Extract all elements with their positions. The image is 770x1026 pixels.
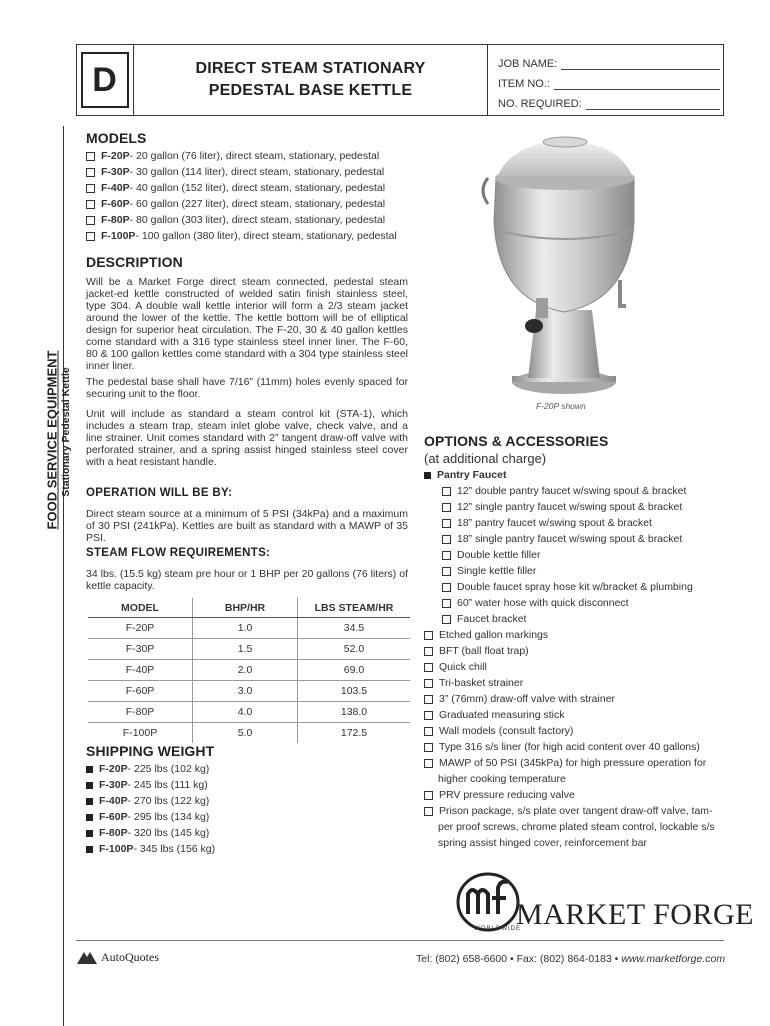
cell-model: F-30P bbox=[88, 639, 193, 660]
autoquotes-label: AutoQuotes bbox=[101, 950, 159, 964]
bullet-square-icon bbox=[86, 830, 93, 837]
checkbox-icon bbox=[424, 695, 433, 704]
table-row bbox=[88, 681, 410, 702]
checkbox-icon bbox=[424, 759, 433, 768]
description-heading: DESCRIPTION bbox=[86, 254, 183, 270]
no-required-blank bbox=[586, 97, 720, 110]
footer-divider bbox=[76, 940, 724, 941]
cell-bhp: 3.0 bbox=[193, 681, 298, 702]
job-name-label: JOB NAME: bbox=[498, 58, 558, 70]
list-item: 60” water hose with quick disconnect bbox=[424, 595, 724, 611]
table-row bbox=[88, 723, 410, 744]
sidebar-subcategory: Stationary Pedestal Kettle bbox=[60, 367, 72, 497]
list-item: Faucet bracket bbox=[424, 611, 724, 627]
list-item: 12” single pantry faucet w/swing spout & bracket bbox=[424, 499, 724, 515]
list-item: F-60P - 295 lbs (134 kg) bbox=[86, 809, 326, 825]
autoquotes-logo-icon bbox=[76, 951, 98, 965]
list-item: PRV pressure reducing valve bbox=[424, 787, 724, 803]
cell-bhp: 1.5 bbox=[193, 639, 298, 660]
checkbox-icon bbox=[424, 727, 433, 736]
bullet-square-icon bbox=[86, 766, 93, 773]
title-line-1: DIRECT STEAM STATIONARY bbox=[195, 60, 426, 77]
checkbox-icon bbox=[424, 791, 433, 800]
list-item: Prison package, s/s plate over tangent draw-off valve, tam- bbox=[424, 803, 724, 819]
table-row bbox=[88, 660, 410, 681]
list-item: Single kettle filler bbox=[424, 563, 724, 579]
checkbox-icon bbox=[86, 232, 95, 241]
table-header-row bbox=[88, 598, 410, 618]
checkbox-icon bbox=[442, 519, 451, 528]
no-required-label: NO. REQUIRED: bbox=[498, 98, 582, 110]
no-required-field bbox=[498, 90, 720, 110]
table-row bbox=[88, 702, 410, 723]
models-heading: MODELS bbox=[86, 130, 147, 146]
item-no-field bbox=[498, 70, 720, 90]
list-item-continuation: spring assist hinged cover, reinforcement bar bbox=[438, 837, 647, 849]
cell-bhp: 1.0 bbox=[193, 618, 298, 639]
cell-model: F-40P bbox=[88, 660, 193, 681]
kettle-illustration bbox=[470, 130, 660, 398]
checkbox-icon bbox=[442, 551, 451, 560]
cell-model: F-80P bbox=[88, 702, 193, 723]
checkbox-icon bbox=[424, 807, 433, 816]
list-item: Etched gallon markings bbox=[424, 627, 724, 643]
checkbox-icon bbox=[442, 615, 451, 624]
list-item: F-100P - 100 gallon (380 liter), direct steam, stationary, pedestal bbox=[86, 228, 416, 244]
bullet-square-icon bbox=[86, 814, 93, 821]
operation-heading: OPERATION WILL BE BY: bbox=[86, 487, 233, 499]
document-title bbox=[134, 44, 488, 116]
cell-model: F-100P bbox=[88, 723, 193, 744]
list-item: 12” double pantry faucet w/swing spout & bracket bbox=[424, 483, 724, 499]
checkbox-icon bbox=[442, 599, 451, 608]
list-item: MAWP of 50 PSI (345kPa) for high pressure operation for bbox=[424, 755, 724, 771]
footer-website-link[interactable]: www.marketforge.com bbox=[621, 953, 726, 965]
description-paragraph-3: Unit will include as standard a steam control kit (STA-1), which includes a steam trap, steam inlet globe valve, check valve, and a line strainer. Unit comes standard with 2” tangent draw-off valve with perforated strainer, and a spring assist hinged stainless steel cover with a heat resistant handle. bbox=[86, 408, 408, 468]
checkbox-icon bbox=[424, 711, 433, 720]
checkbox-icon bbox=[442, 503, 451, 512]
bullet-square-icon bbox=[86, 782, 93, 789]
checkbox-icon bbox=[86, 216, 95, 225]
image-caption: F-20P shown bbox=[536, 401, 586, 411]
autoquotes-badge bbox=[76, 950, 159, 965]
list-item: F-80P - 80 gallon (303 liter), direct steam, stationary, pedestal bbox=[86, 212, 416, 228]
list-item: Double kettle filler bbox=[424, 547, 724, 563]
job-name-field bbox=[498, 50, 720, 70]
list-item: F-20P - 225 lbs (102 kg) bbox=[86, 761, 326, 777]
description-paragraph-1: Will be a Market Forge direct steam connected, pedestal steam jacket-ed kettle constructed of welded satin finish stainless steel, type 304. A double wall kettle interior will form a 2/3 steam jacket around the lower of the kettle. The kettle bottom will be of elliptical design for superior heat circulation. The F-20, 30 & 40 gallon kettles come standard with a 316 type stainless steel inner liner. The F-60, 80 & 100 gallon kettles come standard with a 304 type stainless steel inner liner. bbox=[86, 276, 408, 372]
list-item: BFT (ball float trap) bbox=[424, 643, 724, 659]
list-item: 18” single pantry faucet w/swing spout & bracket bbox=[424, 531, 724, 547]
table-row bbox=[88, 639, 410, 660]
steam-flow-text: 34 lbs. (15.5 kg) steam pre hour or 1 BHP per 20 gallons (76 liters) of kettle capacity. bbox=[86, 568, 408, 592]
list-item: Wall models (consult factory) bbox=[424, 723, 724, 739]
checkbox-icon bbox=[86, 168, 95, 177]
col-header-model: MODEL bbox=[88, 598, 193, 618]
checkbox-icon bbox=[86, 200, 95, 209]
brand-name: MARKET FORGE bbox=[516, 898, 754, 931]
list-item: 18” pantry faucet w/swing spout & bracket bbox=[424, 515, 724, 531]
section-letter: D bbox=[81, 52, 129, 108]
description-paragraph-2: The pedestal base shall have 7/16” (11mm) holes evenly spaced for securing unit to the floor. bbox=[86, 376, 408, 400]
list-item-continuation: higher cooking temperature bbox=[438, 773, 566, 785]
checkbox-icon bbox=[86, 152, 95, 161]
models-list bbox=[86, 148, 416, 244]
operation-text: Direct steam source at a minimum of 5 PSI (34kPa) and a maximum of 30 PSI (241kPa). Kettles are built as standard with a MAWP of 35 PSI. bbox=[86, 508, 408, 544]
market-forge-logo-icon bbox=[452, 870, 524, 934]
list-item: Pantry Faucet bbox=[424, 467, 724, 483]
steam-flow-table bbox=[88, 598, 410, 743]
cell-bhp: 2.0 bbox=[193, 660, 298, 681]
steam-flow-heading: STEAM FLOW REQUIREMENTS: bbox=[86, 547, 271, 559]
list-item: F-100P - 345 lbs (156 kg) bbox=[86, 841, 326, 857]
checkbox-icon bbox=[86, 184, 95, 193]
cell-bhp: 5.0 bbox=[193, 723, 298, 744]
cell-lbs: 52.0 bbox=[298, 639, 411, 660]
cell-lbs: 172.5 bbox=[298, 723, 411, 744]
table-row bbox=[88, 618, 410, 639]
checkbox-icon bbox=[442, 567, 451, 576]
bullet-square-icon bbox=[86, 846, 93, 853]
list-item: F-20P - 20 gallon (76 liter), direct steam, stationary, pedestal bbox=[86, 148, 416, 164]
col-header-lbs: LBS STEAM/HR bbox=[298, 598, 411, 618]
cell-lbs: 103.5 bbox=[298, 681, 411, 702]
job-fields bbox=[498, 50, 720, 110]
list-item: F-60P - 60 gallon (227 liter), direct steam, stationary, pedestal bbox=[86, 196, 416, 212]
bullet-square-icon bbox=[86, 798, 93, 805]
cell-bhp: 4.0 bbox=[193, 702, 298, 723]
list-item: F-40P - 270 lbs (122 kg) bbox=[86, 793, 326, 809]
checkbox-icon bbox=[424, 631, 433, 640]
checkbox-icon bbox=[442, 583, 451, 592]
section-letter-box bbox=[76, 44, 134, 116]
list-item: Quick chill bbox=[424, 659, 724, 675]
col-header-bhp: BHP/HR bbox=[193, 598, 298, 618]
list-item: Type 316 s/s liner (for high acid content over 40 gallons) bbox=[424, 739, 724, 755]
footer-contact bbox=[416, 953, 725, 965]
shipping-heading: SHIPPING WEIGHT bbox=[86, 743, 215, 759]
cell-lbs: 34.5 bbox=[298, 618, 411, 639]
job-name-blank bbox=[561, 57, 720, 70]
cell-model: F-60P bbox=[88, 681, 193, 702]
item-no-blank bbox=[554, 77, 720, 90]
item-no-label: ITEM NO.: bbox=[498, 78, 550, 90]
options-heading: OPTIONS & ACCESSORIES bbox=[424, 433, 609, 449]
list-item: Tri-basket strainer bbox=[424, 675, 724, 691]
sidebar-category: FOOD SERVICE EQUIPMENT bbox=[44, 350, 60, 530]
list-item-continuation: per proof screws, chrome plated steam control, lockable s/s bbox=[438, 821, 715, 833]
logo-ring-text: WORLDWIDE bbox=[474, 926, 521, 932]
footer-phone-fax: Tel: (802) 658-6600 • Fax: (802) 864-0183 • bbox=[416, 953, 622, 965]
sidebar-rule bbox=[63, 126, 64, 1026]
checkbox-icon bbox=[424, 679, 433, 688]
cell-lbs: 69.0 bbox=[298, 660, 411, 681]
options-list bbox=[424, 467, 724, 851]
bullet-square-icon bbox=[424, 472, 431, 479]
list-item: Double faucet spray hose kit w/bracket & plumbing bbox=[424, 579, 724, 595]
checkbox-icon bbox=[424, 663, 433, 672]
list-item: F-30P - 30 gallon (114 liter), direct steam, stationary, pedestal bbox=[86, 164, 416, 180]
checkbox-icon bbox=[424, 743, 433, 752]
shipping-list bbox=[86, 761, 326, 857]
options-subheading: (at additional charge) bbox=[424, 451, 547, 466]
list-item: F-30P - 245 lbs (111 kg) bbox=[86, 777, 326, 793]
list-item: Graduated measuring stick bbox=[424, 707, 724, 723]
cell-lbs: 138.0 bbox=[298, 702, 411, 723]
checkbox-icon bbox=[424, 647, 433, 656]
checkbox-icon bbox=[442, 535, 451, 544]
list-item: F-40P - 40 gallon (152 liter), direct steam, stationary, pedestal bbox=[86, 180, 416, 196]
list-item: 3” (76mm) draw-off valve with strainer bbox=[424, 691, 724, 707]
list-item: F-80P - 320 lbs (145 kg) bbox=[86, 825, 326, 841]
cell-model: F-20P bbox=[88, 618, 193, 639]
title-line-2: PEDESTAL BASE KETTLE bbox=[208, 82, 413, 99]
checkbox-icon bbox=[442, 487, 451, 496]
